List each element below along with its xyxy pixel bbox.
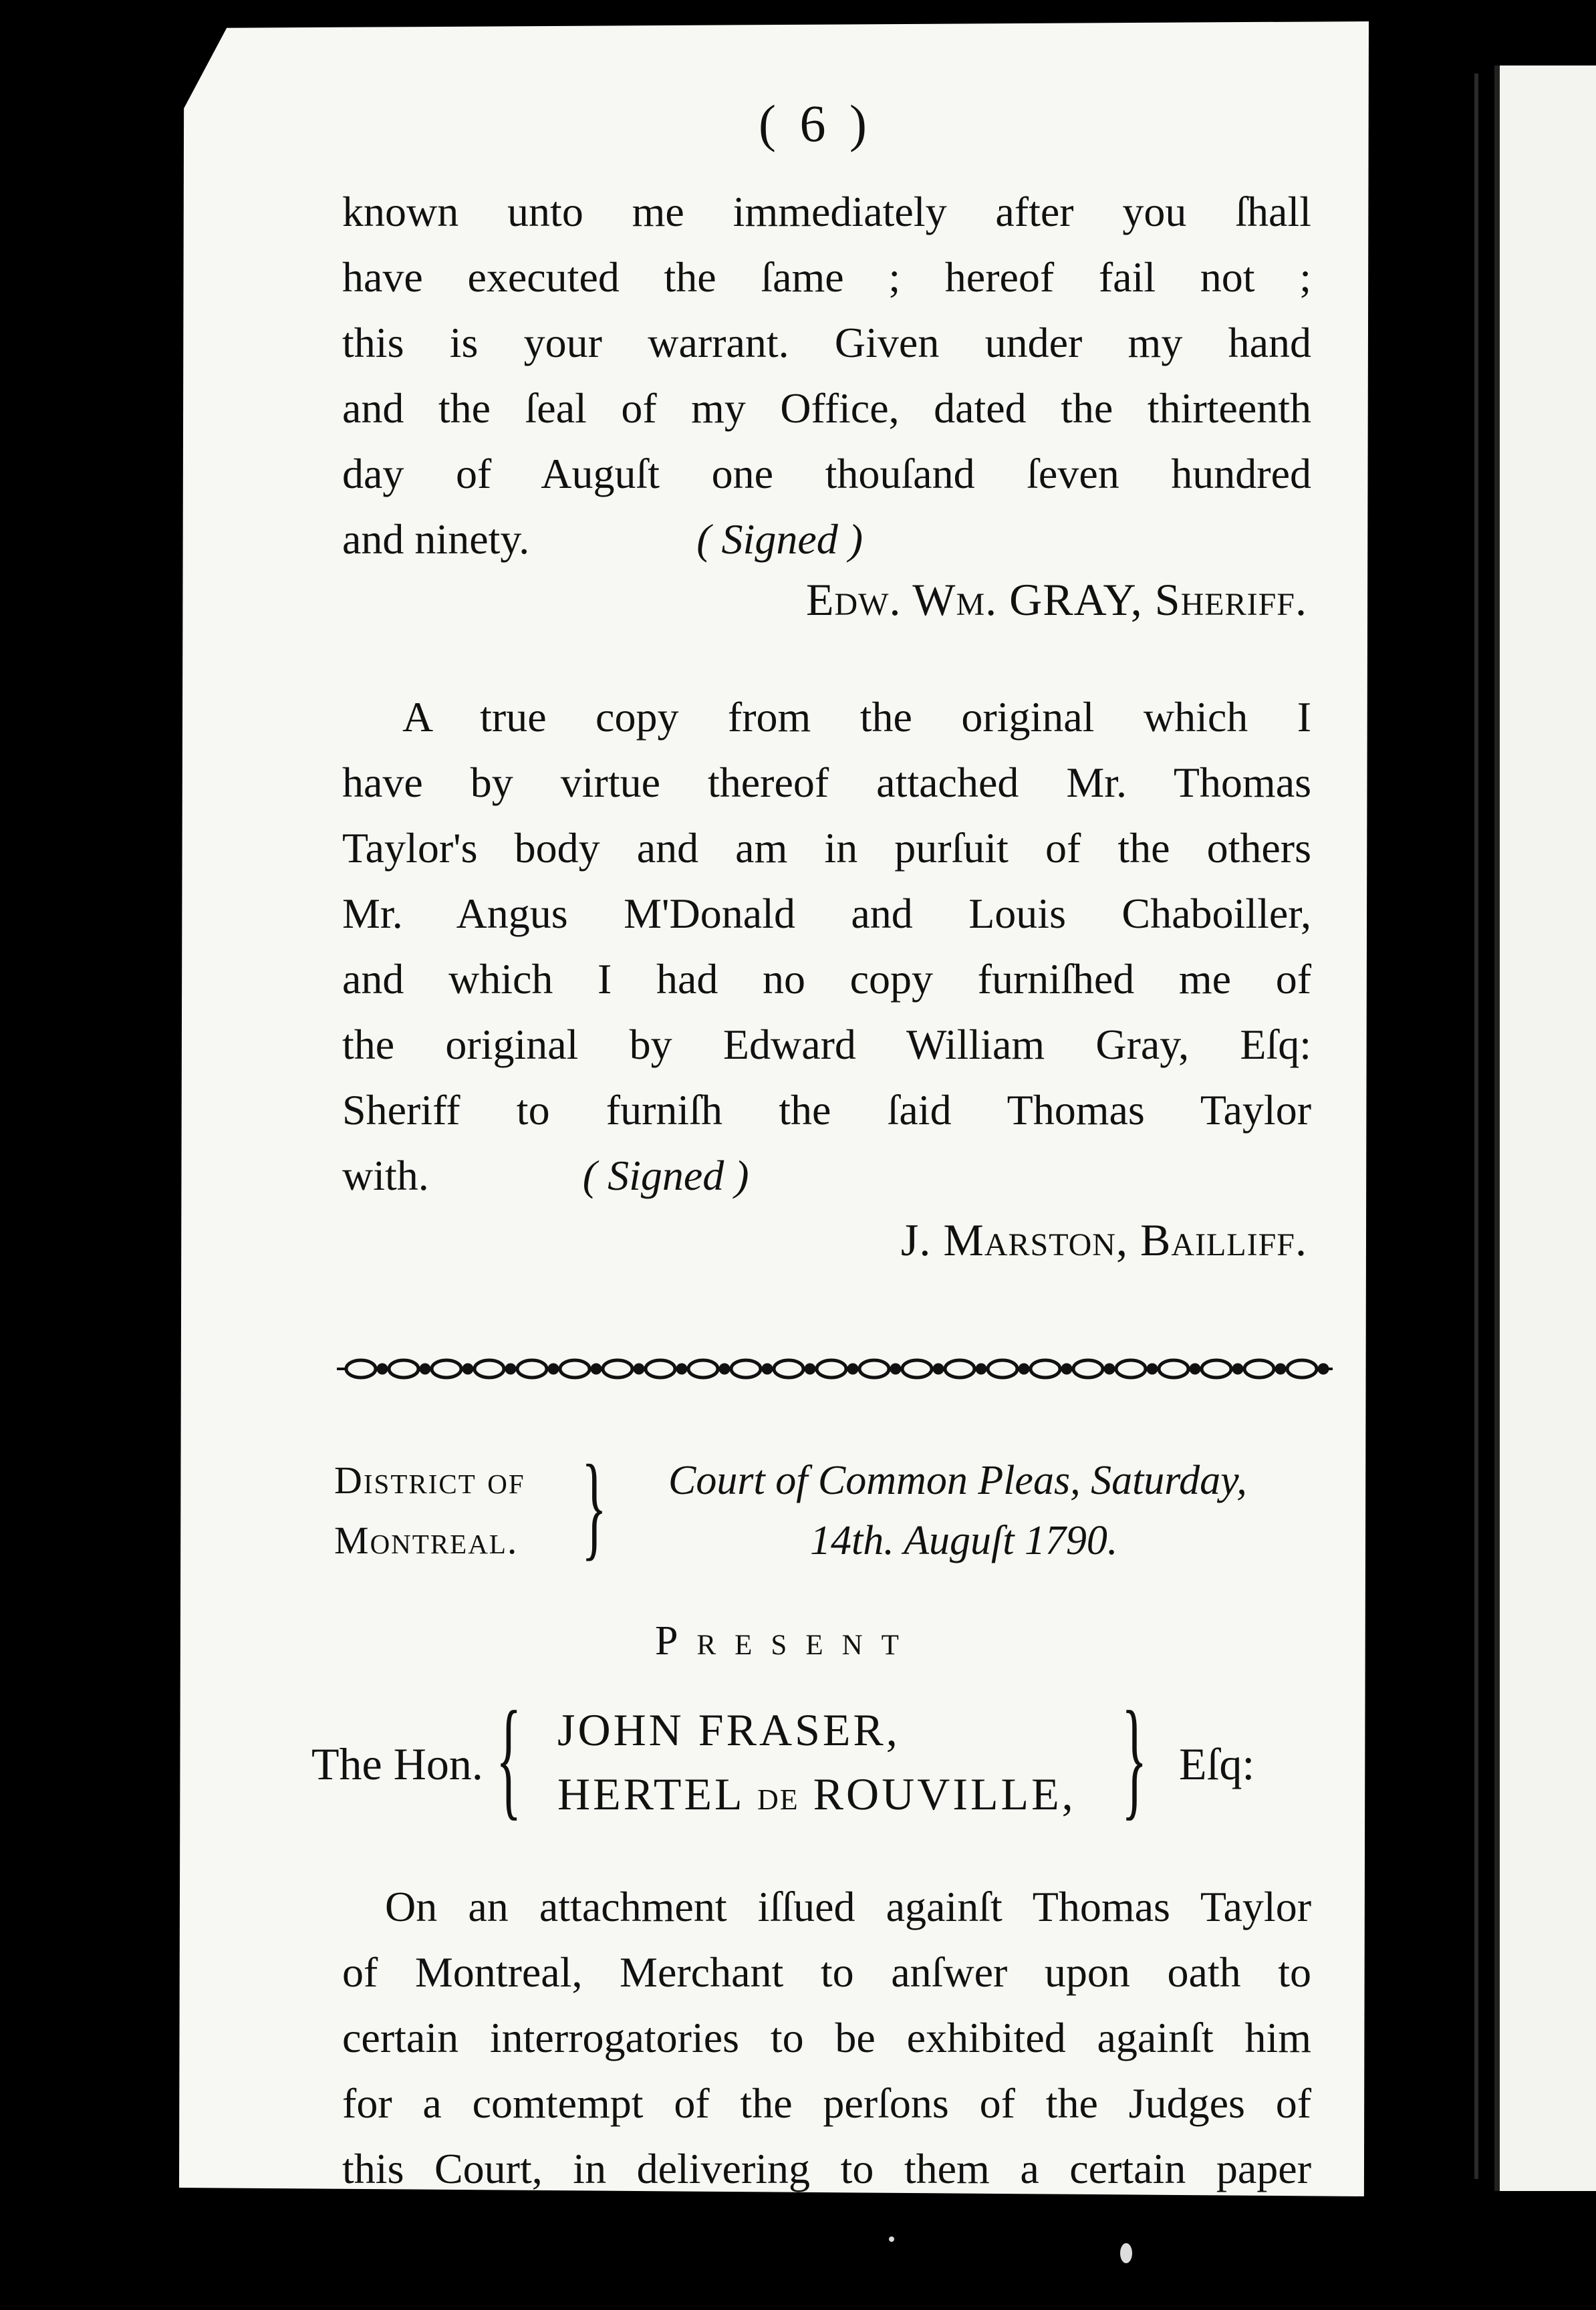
attachment-line: for a comtempt of the perſons of the Judges of [342, 2079, 1311, 2127]
honorific-prefix: The Hon. [311, 1739, 483, 1789]
divider-link [603, 1360, 632, 1378]
warrant-line: and the ſeal of my Office, dated the thirteenth [342, 384, 1311, 432]
divider-link [988, 1360, 1017, 1378]
court-header [334, 1441, 1317, 1571]
copy-line: Sheriff to furniſh the ſaid Thomas Taylor [342, 1086, 1311, 1134]
right-curly-brace: } [1121, 1684, 1148, 1832]
divider-bead [1191, 1365, 1199, 1373]
scan-speck [889, 2236, 894, 2242]
judge-name-particle: DE [757, 1783, 799, 1816]
scan-speck [86, 675, 100, 690]
divider-link [731, 1360, 761, 1378]
warrant-line: have executed the ſame ; hereof fail not ; [342, 253, 1311, 301]
copy-line: A true copy from the original which I [402, 693, 1311, 741]
copy-signed-label: ( Signed ) [582, 1152, 749, 1199]
attachment-line: of Montreal, Merchant to anſwer upon oath to [342, 1948, 1311, 1996]
scan-speck [1120, 2243, 1132, 2263]
warrant-signed-label: ( Signed ) [696, 515, 863, 563]
copy-paragraph [342, 684, 1311, 1208]
divider-link [560, 1360, 589, 1378]
curly-brace: } [581, 1441, 608, 1571]
divider-link [646, 1360, 675, 1378]
divider-bead [934, 1365, 942, 1373]
warrant-last-text: and ninety. [342, 515, 530, 563]
copy-line: Mr. Angus M'Donald and Louis Chaboiller, [342, 890, 1311, 937]
copy-line: the original by Edward William Gray, Eſq: [342, 1021, 1311, 1068]
warrant-paragraph [342, 179, 1311, 572]
divider-link [517, 1360, 547, 1378]
copy-line: have by virtue thereof attached Mr. Thomas [342, 759, 1311, 806]
judge-name: JOHN FRASER, [557, 1704, 900, 1755]
judges-present [311, 1684, 1314, 1832]
district-label [334, 1450, 525, 1571]
divider-link [1202, 1360, 1231, 1378]
divider-bead [1020, 1365, 1028, 1373]
divider-link [1116, 1360, 1146, 1378]
copy-line: Taylor's body and am in purſuit of the others [342, 824, 1311, 872]
court-date: 14th. Auguſt 1790. [810, 1518, 1118, 1563]
divider-bead [507, 1365, 515, 1373]
adjacent-page-edge [1494, 66, 1596, 2191]
divider-link [1073, 1360, 1103, 1378]
page-fold-shadow [1474, 74, 1478, 2179]
sheriff-signature: Edw. Wm. GRAY, Sheriff. [805, 574, 1307, 625]
warrant-line: day of Auguſt one thouſand ſeven hundred [342, 450, 1311, 497]
warrant-last-line [342, 507, 1311, 572]
divider-link [945, 1360, 974, 1378]
divider-link [688, 1360, 718, 1378]
judge-name [557, 1762, 1076, 1832]
divider-link [817, 1360, 846, 1378]
divider-bead [1148, 1365, 1156, 1373]
divider-bead [1063, 1365, 1071, 1373]
divider-bead [1319, 1365, 1327, 1373]
bailiff-signature: J. Marston, Bailliff. [900, 1214, 1307, 1265]
divider-link [774, 1360, 803, 1378]
divider-bead [806, 1365, 814, 1373]
divider-link [1159, 1360, 1188, 1378]
attachment-line: this Court, in delivering to them a certain paper [342, 2145, 1311, 2192]
divider-link [859, 1360, 889, 1378]
warrant-line: known unto me immediately after you ſhall [342, 188, 1311, 235]
divider-bead [720, 1365, 728, 1373]
divider-bead [1105, 1365, 1113, 1373]
page-number: ( 6 ) [759, 94, 872, 152]
divider-bead [635, 1365, 643, 1373]
court-name: Court of Common Pleas, Saturday, [668, 1458, 1247, 1503]
left-curly-brace: { [496, 1684, 522, 1832]
divider-bead [592, 1365, 600, 1373]
divider-bead [549, 1365, 557, 1373]
honorific-suffix: Eſq: [1179, 1739, 1255, 1789]
divider-link [1287, 1360, 1317, 1378]
divider-bead [1234, 1365, 1242, 1373]
present-heading: Present [655, 1618, 918, 1664]
district-name: Montreal. [334, 1519, 519, 1562]
divider-link [902, 1360, 932, 1378]
divider-bead [849, 1365, 857, 1373]
divider-link [1244, 1360, 1274, 1378]
divider-bead [892, 1365, 900, 1373]
judge-name-part: HERTEL [557, 1769, 758, 1819]
divider-link [389, 1360, 418, 1378]
copy-last-text: with. [342, 1152, 429, 1199]
judge-names [557, 1698, 1076, 1832]
copy-line: and which I had no copy furniſhed me of [342, 955, 1311, 1003]
divider-bead [678, 1365, 686, 1373]
judge-name-part: ROUVILLE, [799, 1769, 1076, 1819]
divider-bead [1277, 1365, 1285, 1373]
divider-bead [378, 1365, 386, 1373]
attachment-paragraph [342, 1874, 1311, 2202]
divider-bead [464, 1365, 472, 1373]
divider-link [432, 1360, 461, 1378]
divider-link [1031, 1360, 1060, 1378]
divider-bead [421, 1365, 429, 1373]
divider-bead [763, 1365, 771, 1373]
ornamental-divider [337, 1349, 1333, 1389]
divider-link [346, 1360, 376, 1378]
district-line: District of [334, 1458, 525, 1502]
warrant-line: this is your warrant. Given under my hand [342, 319, 1311, 366]
copy-last-line [342, 1143, 1311, 1208]
attachment-line: certain interrogatories to be exhibited againſt him [342, 2014, 1311, 2061]
divider-bead [977, 1365, 985, 1373]
attachment-line: On an attachment iſſued againſt Thomas Taylor [385, 1883, 1311, 1930]
divider-link [475, 1360, 504, 1378]
